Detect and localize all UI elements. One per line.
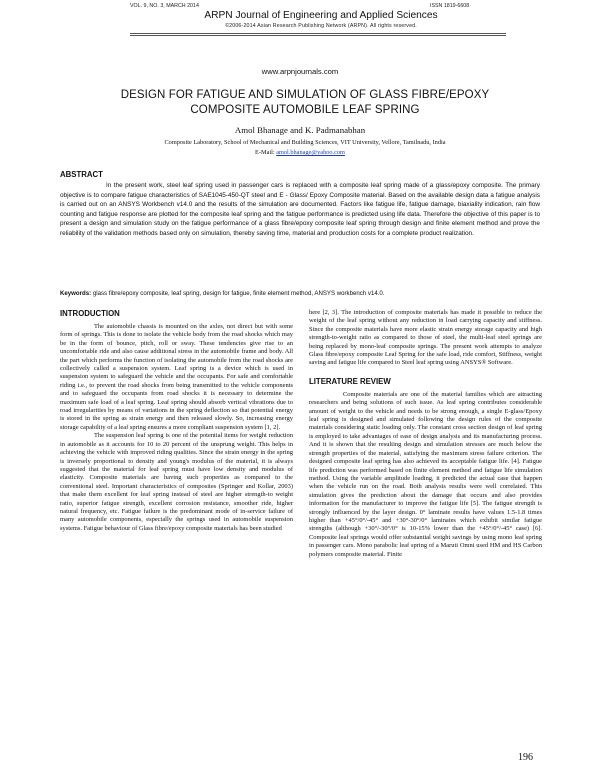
left-column <box>60 309 293 533</box>
header-rule <box>130 35 506 36</box>
paragraph: The suspension leaf spring is one of the potential items for weight reduction in automobile as it accounts for 10 to 20 percent of the unsprung weight. This helps in achieving the vehicle with improved riding qualities. Since the strain energy in the spring is inversely proportional to density and young's modulus of the material, it is always suggested that the material for leaf spring must have low density and modulus of elasticity. Composite materials are having such properties as compared to the conventional steel. Important characteristics of composites (Springer and Kollar, 2003) that make them excellent for leaf spring instead of steel are higher strength-to weight ratio, superior fatigue strength, excellent corrosion resistance, smoother ride, higher natural frequency, etc. Fatigue failure is the predominant mode of in-service failure of many automobile components, especially the springs used in automobile suspension systems. Fatigue behaviour of Glass fibre/epoxy composite materials has been studied <box>60 432 293 532</box>
email-label: E-Mail: <box>255 149 275 156</box>
section-heading-introduction: INTRODUCTION <box>60 309 120 318</box>
paragraph: The automobile chassis is mounted on the axles, not direct but with some form of springs. This is done to isolate the vehicle body from the road shocks which may be in the form of bounce, pitch, roll or sway. These tendencies give rise to an uncomfortable ride and also cause additional stress in the automobile frame and body. All the part which performs the function of isolating the automobile from the road shocks are collectively called a suspension system. Leaf spring is a device which is used in suspension system to safeguard the vehicle and the occupants. For safe and comfortable riding i.e., to prevent the road shocks from being transmitted to the vehicle components and to safeguard the occupants from road shocks it is necessary to determine the maximum safe load of a leaf spring. Leaf spring should absorb vertical vibrations due to road irregularities by means of variations in the spring deflection so that potential energy is stored in the spring as strain energy and then released slowly. So, increasing energy storage capability of a leaf spring ensures a more compliant suspension system [1, 2]. <box>60 323 293 431</box>
affiliation: Composite Laboratory, School of Mechanical and Building Sciences, VIT University, Vellore, Tamilnadu, India <box>164 139 446 146</box>
right-column <box>309 309 542 559</box>
page-number: 196 <box>518 752 533 763</box>
section-heading-literature-review: LITERATURE REVIEW <box>309 376 391 386</box>
copyright-line: ©2006-2014 Asian Research Publishing Network (ARPN). All rights reserved. <box>225 23 417 29</box>
abstract-text: In the present work, steel leaf spring used in passenger cars is replaced with a composite leaf spring made of a glass/epoxy composite. The primary objective is to compare fatigue characteristics of SAE1045-450-QT steel and E - Glass/ Epoxy Composite material. Based on the available design data a fatigue analysis is carried out on an ANSYS Workbench v14.0 and the results of the simulation are documented. Factors like fatigue life, fatigue damage, biaxiality indication, rain flow counting and fatigue response are plotted for the composite leaf spring and the fatigue performance is predicted using life data. Therefore the objective of this paper is to present a design and simulation study on the fatigue performance of a glass fibre/epoxy composite leaf spring through design and finite element method and prove the reliability of the validation methods based only on simulation, thereby saving time, material and production costs for a complete product realization. <box>60 182 540 237</box>
spacer <box>309 368 542 377</box>
journal-website[interactable]: www.arpnjournals.com <box>261 67 339 76</box>
title-line: COMPOSITE AUTOMOBILE LEAF SPRING <box>190 103 420 116</box>
email-line <box>0 149 600 156</box>
title-line: DESIGN FOR FATIGUE AND SIMULATION OF GLASS FIBRE/EPOXY <box>120 89 490 101</box>
journal-name: ARPN Journal of Engineering and Applied Sciences <box>204 10 438 21</box>
issn: ISSN 1819-6608 <box>430 3 470 9</box>
paper-title <box>60 88 550 117</box>
keywords <box>60 290 540 297</box>
paragraph: here [2, 3]. The introduction of composite materials has made it possible to reduce the weight of the leaf spring without any reduction in load carrying capacity and stiffness. Since the composite materials have more elastic strain energy storage capacity and high strength-to-weight ratio as compared to those of steel, the multi-leaf steel springs are being replaced by mono-leaf composite springs. The present work attempts to analyze Glass fibre/epoxy composite Leaf Spring for the safe load, ride comfort, Stiffness, weight saving and fatigue life compared to Steel leaf spring using ANSYS® Software. <box>309 309 542 367</box>
abstract-heading: ABSTRACT <box>60 170 103 179</box>
keywords-label: Keywords: <box>60 290 92 297</box>
header-rule <box>130 33 506 34</box>
authors: Amol Bhanage and K. Padmanabhan <box>234 125 366 135</box>
email-link[interactable]: amol.bhanage@yahoo.com <box>276 149 345 156</box>
paragraph: Composite materials are one of the material families which are attracting researchers and being solutions of such issue. As leaf spring contributes considerable amount of weight to the vehicle and needs to be strong enough, a single E-glass/Epoxy leaf spring is designed and simulated following the design rules of the composite materials considering static loading only. The constant cross section design of leaf spring is employed to take advantages of ease of design analysis and its manufacturing process. And it is shown that the resulting design and simulation stresses are much below the strength properties of the material, satisfying the maximum stress failure criterion. The designed composite leaf spring has also achieved its acceptable fatigue life. [4]. Fatigue life prediction was performed based on finite element method and fatigue life simulation method. Using the variable amplitude loading, it predicted the actual case that happen when the vehicle run on the road. Both analysis results were well correlated. This simulation gives the prediction about the damage that occurs and also provides information for the manufacturer to improve the fatigue life [5]. The fatigue strength is strongly influenced by the layer design. 0° laminate results have values 1.5-1.8 times higher than +45°/0°/-45° and +30°-30°/0° laminates which exhibit similar fatigue strengths (although +30°/-30°/0° is 10-15% lower than the +45°/0°/-45° case) [6]. Composite leaf springs would offer substantial weight savings by using mono leaf spring in passenger cars. Mono parabolic leaf spring of a Maruti Omni used HM and HS Carbon polymers composite material. Finite <box>309 390 542 558</box>
volume-info: VOL. 9, NO. 3, MARCH 2014 <box>130 3 199 9</box>
keywords-text: glass fibre/epoxy composite, leaf spring, design for fatigue, finite element method, ANSYS workbench v14.0. <box>91 290 385 297</box>
